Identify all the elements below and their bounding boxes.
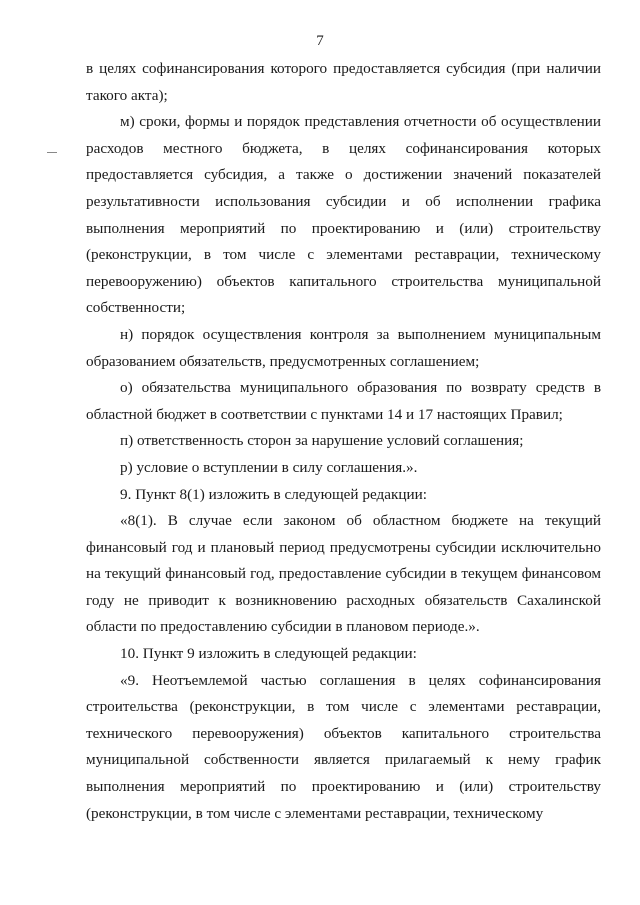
paragraph-point-9-text: «9. Неотъемлемой частью соглашения в целях софинансирования строительства (реконструкции, в том числе с элементами реставрации, технического перевооружения) объектов капитального строительства муниципальной собственности является прилагаемый к нему график выполнения мероприятий по проектированию и (или) строительству (реконструкции, в том числе с элементами реставрации, техническому [86,671,601,822]
paragraph-point-8-1-text: «8(1). В случае если законом об областном бюджете на текущий финансовый год и плановый период предусмотрены субсидии исключительно на текущий финансовый год, предоставление субсидии в текущем финансовом году не приводит к возникновению расходных обязательств Сахалинской области по предоставлению субсидии в плановом периоде.». [86,512,601,636]
paragraph-point-9: 9. Пункт 8(1) изложить в следующей редакции: [120,485,427,503]
paragraph-item-m: м) сроки, формы и порядок представления отчетности об осуществлении расходов местного бюджета, в целях софинансирования которых предоставляется субсидия, а также о достижении значений показателей результативности использования субсидии и об исполнении графика выполнения мероприятий по проектированию и (или) строительству (реконструкции, в том числе с элементами реставрации, техническому перевооружению) объектов капитального строительства муниципальной собственности; [86,113,601,317]
paragraph-item-p: п) ответственность сторон за нарушение условий соглашения; [120,432,524,450]
paragraph-item-o: о) обязательства муниципального образования по возврату средств в областной бюджет в соответствии с пунктами 14 и 17 настоящих Правил; [86,379,601,423]
document-body [86,56,601,827]
margin-mark [47,152,57,153]
paragraph-item-r: р) условие о вступлении в силу соглашения.». [120,458,418,476]
paragraph-point-10: 10. Пункт 9 изложить в следующей редакции: [120,645,417,663]
page-number: 7 [316,33,324,49]
paragraph-continuation: в целях софинансирования которого предоставляется субсидия (при наличии такого акта); [86,60,601,104]
paragraph-item-n: н) порядок осуществления контроля за выполнением муниципальным образованием обязательств, предусмотренных соглашением; [86,325,601,370]
